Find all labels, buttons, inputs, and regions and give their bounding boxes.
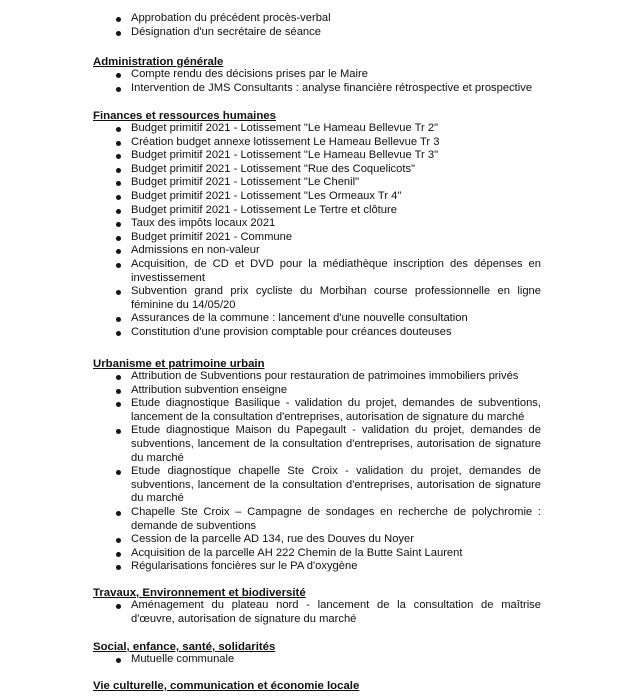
list-item [0, 26, 644, 40]
list-item [0, 122, 541, 136]
bullet-icon [116, 389, 121, 394]
item-text: Mutuelle communale [131, 653, 235, 665]
item-text: Désignation d'un secrétaire de séance [131, 25, 321, 38]
bullet-icon [116, 195, 121, 200]
list-item [0, 599, 541, 626]
section-list [0, 122, 541, 340]
item-text: Attribution de Subventions pour restauration de patrimoines immobiliers privés [131, 370, 519, 382]
bullet-icon [116, 141, 121, 146]
bullet-icon [116, 317, 121, 322]
item-text: Taux des impôts locaux 2021 [131, 217, 276, 230]
section-title: Travaux, Environnement et biodiversité [93, 587, 306, 599]
bullet-icon [116, 331, 121, 336]
list-item [0, 244, 541, 258]
item-text: Intervention de JMS Consultants : analyse financière rétrospective et prospective [131, 81, 533, 94]
item-text: Acquisition de la parcelle AH 222 Chemin de la Butte Saint Laurent [131, 546, 463, 559]
list-item [0, 547, 541, 561]
bullet-icon [116, 168, 121, 173]
bullet-icon [116, 429, 121, 434]
item-text: Etude diagnostique Basilique - validation du projet, demandes de subventions, lancement de la consultation d'entreprises, autorisation de signature du marché [131, 397, 541, 423]
list-item [0, 68, 532, 82]
section-title: Finances et ressources humaines [93, 110, 276, 122]
bullet-icon [116, 127, 121, 132]
bullet-icon [116, 236, 121, 241]
list-item [0, 82, 532, 96]
section-list [0, 68, 532, 95]
section-title: Urbanisme et patrimoine urbain [93, 358, 265, 370]
item-text: Assurances de la commune : lancement d'une nouvelle consultation [131, 312, 468, 325]
section-title: Administration générale [93, 56, 224, 68]
item-text: Compte rendu des décisions prises par le Maire [131, 68, 368, 80]
item-text: Budget primitif 2021 - Lotissement Le Tertre et clôture [131, 203, 397, 216]
bullet-icon [116, 87, 121, 92]
list-item [0, 190, 541, 204]
item-text: Approbation du précédent procès-verbal [131, 12, 331, 24]
list-item [0, 533, 541, 547]
list-item [0, 326, 541, 340]
bullet-icon [116, 222, 121, 227]
bullet-icon [116, 604, 121, 609]
bullet-icon [116, 565, 121, 570]
list-item [0, 560, 541, 574]
list-item [0, 397, 541, 424]
bullet-icon [116, 249, 121, 254]
item-text: Cession de la parcelle AD 134, rue des Douves du Noyer [131, 533, 414, 546]
intro-list [0, 12, 644, 39]
item-text: Création budget annexe lotissement Le Hameau Bellevue Tr 3 [131, 135, 440, 148]
section-list [0, 599, 541, 626]
list-item [0, 136, 541, 150]
bullet-icon [116, 73, 121, 78]
bullet-icon [116, 402, 121, 407]
item-text: Budget primitif 2021 - Lotissement "Le Hameau Bellevue Tr 2" [131, 122, 439, 134]
list-item [0, 424, 541, 465]
list-item [0, 465, 541, 506]
list-item [0, 163, 541, 177]
bullet-icon [116, 290, 121, 295]
bullet-icon [116, 209, 121, 214]
item-text: Acquisition, de CD et DVD pour la médiathèque inscription des dépenses en investissement [131, 257, 541, 284]
list-item [0, 231, 541, 245]
section-title: Vie culturelle, communication et économie locale [93, 680, 360, 692]
item-text: Budget primitif 2021 - Lotissement "Les Ormeaux Tr 4" [131, 189, 402, 202]
list-item [0, 204, 541, 218]
item-text: Constitution d'une provision comptable pour créances douteuses [131, 325, 452, 338]
list-item [0, 384, 541, 398]
list-item [0, 176, 541, 190]
item-text: Admissions en non-valeur [131, 244, 260, 257]
bullet-icon [116, 375, 121, 380]
bullet-icon [116, 31, 121, 36]
bullet-icon [116, 181, 121, 186]
section-list [0, 653, 234, 667]
bullet-icon [116, 470, 121, 475]
bullet-icon [116, 552, 121, 557]
list-item [0, 258, 541, 285]
bullet-icon [116, 658, 121, 663]
list-item [0, 217, 541, 231]
list-item [0, 149, 541, 163]
list-item [0, 312, 541, 326]
section-list [0, 370, 541, 574]
item-text: Chapelle Ste Croix – Campagne de sondages en recherche de polychromie : demande de subventions [131, 505, 541, 532]
item-text: Etude diagnostique Maison du Papegault - validation du projet, demandes de subventions, lancement de la consultation d'entreprises, autorisation de signature du marché [131, 424, 541, 464]
item-text: Régularisations foncières sur le PA d'oxygène [131, 560, 358, 573]
bullet-icon [116, 511, 121, 516]
bullet-icon [116, 17, 121, 22]
list-item [0, 506, 541, 533]
item-text: Budget primitif 2021 - Lotissement "Rue des Coquelicots" [131, 162, 416, 175]
item-text: Attribution subvention enseigne [131, 383, 288, 396]
item-text: Budget primitif 2021 - Lotissement "Le Hameau Bellevue Tr 3" [131, 149, 439, 162]
bullet-icon [116, 263, 121, 268]
list-item [0, 653, 234, 667]
section-title: Social, enfance, santé, solidarités [93, 641, 276, 653]
list-item [0, 285, 541, 312]
list-item [0, 370, 541, 384]
bullet-icon [116, 538, 121, 543]
item-text: Budget primitif 2021 - Lotissement "Le Chenil" [131, 176, 360, 189]
bullet-icon [116, 154, 121, 159]
item-text: Aménagement du plateau nord - lancement de la consultation de maîtrise d'œuvre, autorisation de signature du marché [131, 599, 541, 625]
item-text: Subvention grand prix cycliste du Morbihan course professionnelle en ligne féminine du 14/05/20 [131, 285, 541, 311]
list-item [0, 12, 644, 26]
item-text: Budget primitif 2021 - Commune [131, 230, 293, 243]
item-text: Etude diagnostique chapelle Ste Croix - validation du projet, demandes de subventions, lancement de la consultation d'entreprises, autorisation de signature du marché [131, 465, 541, 505]
